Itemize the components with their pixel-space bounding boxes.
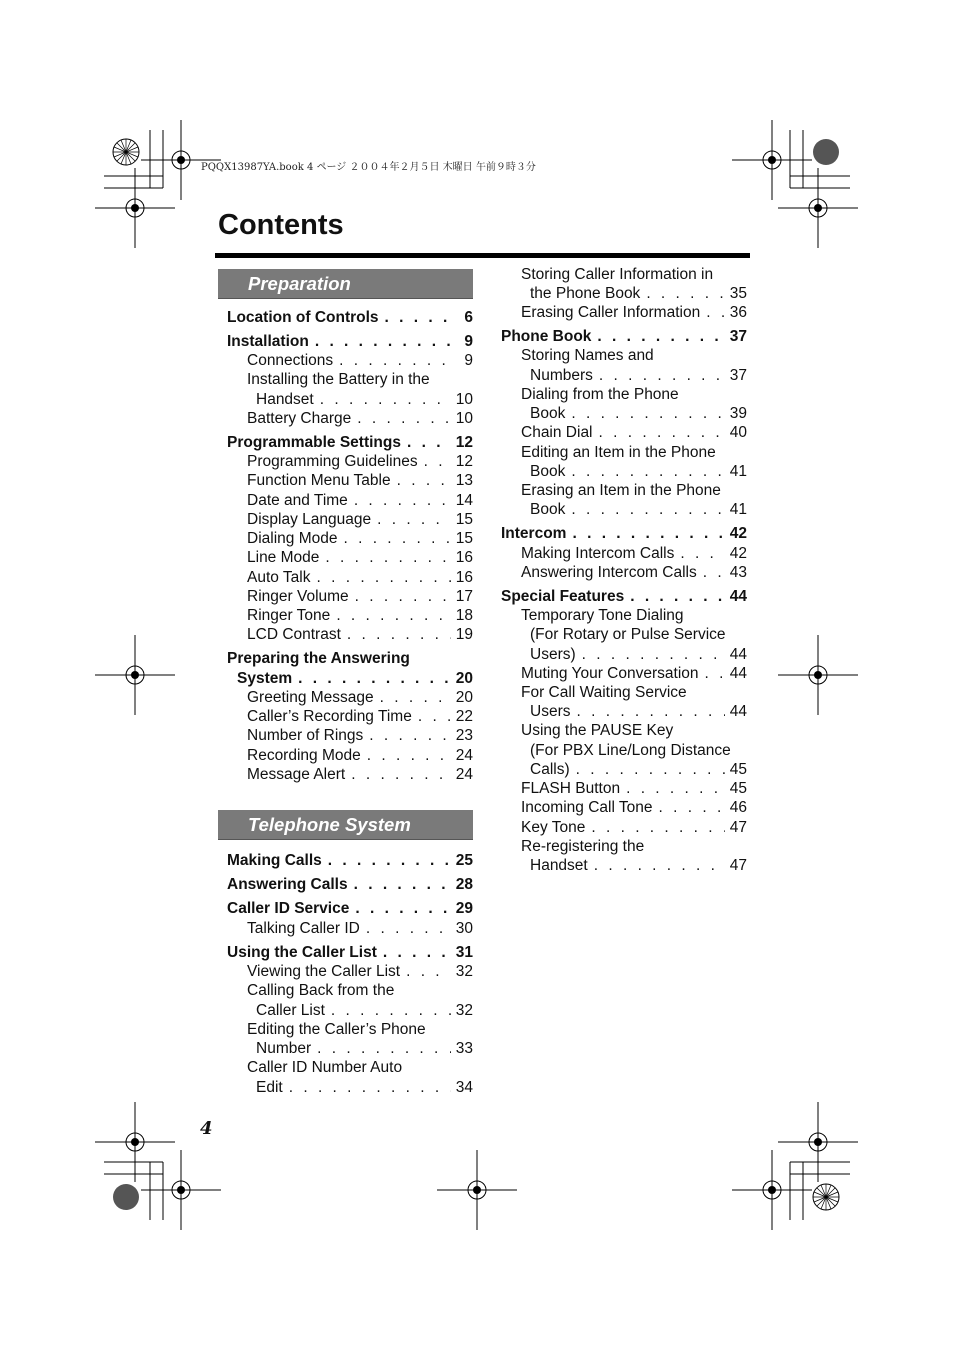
toc-text: Numbers bbox=[530, 367, 593, 384]
toc-text: Recording Mode bbox=[247, 747, 361, 764]
toc-text-line: Temporary Tone Dialing bbox=[521, 607, 684, 624]
toc-text-line: Caller ID Number Auto bbox=[247, 1059, 403, 1076]
toc-text: Handset bbox=[256, 391, 314, 408]
toc-page: 15 bbox=[455, 511, 473, 528]
toc-page: 16 bbox=[455, 549, 473, 566]
toc-entry[interactable] bbox=[530, 462, 747, 481]
toc-text: Programmable Settings bbox=[227, 434, 401, 451]
toc-page: 6 bbox=[464, 309, 473, 326]
toc-entry[interactable] bbox=[256, 1001, 473, 1020]
toc-entry[interactable] bbox=[521, 303, 747, 322]
toc-text: Function Menu Table bbox=[247, 472, 391, 489]
toc-page: 35 bbox=[729, 285, 747, 302]
section-preparation bbox=[218, 269, 473, 299]
toc-entry[interactable] bbox=[247, 452, 473, 471]
toc-page: 18 bbox=[455, 607, 473, 624]
toc-page: 9 bbox=[464, 333, 473, 350]
toc-text: Battery Charge bbox=[247, 410, 352, 427]
toc-page: 44 bbox=[729, 646, 747, 663]
toc-page: 30 bbox=[455, 920, 473, 937]
toc-entry[interactable] bbox=[247, 688, 473, 707]
toc-page: 20 bbox=[455, 670, 473, 687]
toc-text: Users bbox=[530, 703, 571, 720]
toc-page: 22 bbox=[455, 708, 473, 725]
page-title: Contents bbox=[218, 209, 344, 241]
toc-text-line: Using the PAUSE Key bbox=[521, 722, 674, 739]
toc-text: Edit bbox=[256, 1079, 283, 1096]
toc-text: Programming Guidelines bbox=[247, 453, 418, 470]
toc-entry[interactable] bbox=[247, 510, 473, 529]
toc-entry[interactable] bbox=[247, 919, 473, 938]
toc-page: 41 bbox=[729, 463, 747, 480]
toc-entry[interactable] bbox=[247, 351, 473, 370]
toc-entry[interactable] bbox=[247, 529, 473, 548]
toc-page: 32 bbox=[455, 1002, 473, 1019]
toc-page: 25 bbox=[455, 852, 473, 869]
toc-page: 16 bbox=[455, 569, 473, 586]
section-preparation-label: Preparation bbox=[248, 273, 351, 294]
toc-text-line: Editing the Caller’s Phone bbox=[247, 1021, 426, 1038]
toc-page: 28 bbox=[455, 876, 473, 893]
toc-page: 42 bbox=[729, 525, 747, 542]
toc-page: 33 bbox=[455, 1040, 473, 1057]
toc-page: 12 bbox=[455, 434, 473, 451]
toc-entry[interactable] bbox=[530, 284, 747, 303]
toc-entry[interactable] bbox=[530, 702, 747, 721]
toc-entry[interactable] bbox=[247, 707, 473, 726]
toc-page: 36 bbox=[729, 304, 747, 321]
toc-text: Answering Calls bbox=[227, 876, 348, 893]
toc-page: 37 bbox=[729, 328, 747, 345]
toc-entry[interactable] bbox=[247, 587, 473, 606]
toc-text: Display Language bbox=[247, 511, 372, 528]
toc-text: Number of Rings bbox=[247, 727, 364, 744]
toc-text-line: Calling Back from the bbox=[247, 982, 395, 999]
toc-page: 10 bbox=[455, 391, 473, 408]
toc-entry[interactable] bbox=[256, 390, 473, 409]
toc-entry[interactable] bbox=[256, 1078, 473, 1097]
toc-page: 42 bbox=[729, 545, 747, 562]
toc-page: 45 bbox=[729, 780, 747, 797]
toc-page: 29 bbox=[455, 900, 473, 917]
toc-page: 34 bbox=[455, 1079, 473, 1096]
toc-text: Phone Book bbox=[501, 328, 592, 345]
toc-entry[interactable] bbox=[256, 1039, 473, 1058]
toc-entry[interactable] bbox=[227, 851, 473, 870]
toc-entry[interactable] bbox=[501, 587, 747, 606]
toc-text: Date and Time bbox=[247, 492, 348, 509]
toc-entry[interactable] bbox=[227, 433, 473, 452]
toc-text: the Phone Book bbox=[530, 285, 641, 302]
toc-entry[interactable] bbox=[501, 327, 747, 346]
toc-text: Book bbox=[530, 501, 566, 518]
toc-page: 47 bbox=[729, 857, 747, 874]
toc-page: 10 bbox=[455, 410, 473, 427]
toc-page: 9 bbox=[464, 352, 473, 369]
toc-text: Incoming Call Tone bbox=[521, 799, 653, 816]
toc-text: System bbox=[237, 670, 293, 687]
toc-page: 40 bbox=[729, 424, 747, 441]
toc-page: 23 bbox=[455, 727, 473, 744]
toc-text: Ringer Tone bbox=[247, 607, 331, 624]
toc-text-line: Installing the Battery in the bbox=[247, 371, 430, 388]
toc-text: Special Features bbox=[501, 588, 625, 605]
toc-entry[interactable] bbox=[247, 409, 473, 428]
toc-text: Auto Talk bbox=[247, 569, 311, 586]
toc-page: 39 bbox=[729, 405, 747, 422]
toc-text: Viewing the Caller List bbox=[247, 963, 401, 980]
toc-text: Caller ID Service bbox=[227, 900, 350, 917]
toc-text: Caller List bbox=[256, 1002, 325, 1019]
toc-page: 43 bbox=[729, 564, 747, 581]
toc-entry[interactable] bbox=[530, 760, 747, 779]
toc-text: Erasing Caller Information bbox=[521, 304, 701, 321]
toc-page: 31 bbox=[455, 944, 473, 961]
toc-text: Using the Caller List bbox=[227, 944, 377, 961]
toc-text-line: Re-registering the bbox=[521, 838, 645, 855]
toc-text: Book bbox=[530, 463, 566, 480]
toc-entry[interactable] bbox=[227, 308, 473, 327]
toc-text: Message Alert bbox=[247, 766, 346, 783]
toc-entry[interactable] bbox=[227, 943, 473, 962]
toc-text-line: For Call Waiting Service bbox=[521, 684, 687, 701]
toc-text: Intercom bbox=[501, 525, 567, 542]
toc-page: 15 bbox=[455, 530, 473, 547]
toc-text: Book bbox=[530, 405, 566, 422]
toc-entry[interactable] bbox=[521, 798, 747, 817]
toc-text: Key Tone bbox=[521, 819, 586, 836]
toc-page: 45 bbox=[729, 761, 747, 778]
toc-text: Greeting Message bbox=[247, 689, 374, 706]
toc-entry[interactable] bbox=[501, 524, 747, 543]
toc-text: Chain Dial bbox=[521, 424, 593, 441]
toc-page: 12 bbox=[455, 453, 473, 470]
toc-entry[interactable] bbox=[521, 664, 747, 683]
toc-text: Making Calls bbox=[227, 852, 322, 869]
toc-entry[interactable] bbox=[530, 366, 747, 385]
toc-text-line: (For Rotary or Pulse Service bbox=[530, 626, 726, 643]
toc-entry[interactable] bbox=[247, 471, 473, 490]
toc-entry[interactable] bbox=[247, 606, 473, 625]
toc-entry[interactable] bbox=[530, 500, 747, 519]
toc-text: Installation bbox=[227, 333, 309, 350]
title-rule bbox=[215, 253, 750, 258]
toc-entry[interactable] bbox=[530, 404, 747, 423]
toc-entry[interactable] bbox=[227, 899, 473, 918]
section-telephone-system bbox=[218, 810, 473, 840]
section-telephone-label: Telephone System bbox=[248, 814, 411, 835]
toc-text: Ringer Volume bbox=[247, 588, 349, 605]
toc-page: 46 bbox=[729, 799, 747, 816]
toc-page: 37 bbox=[729, 367, 747, 384]
toc-entry[interactable] bbox=[247, 746, 473, 765]
toc-text-line: Editing an Item in the Phone bbox=[521, 444, 716, 461]
toc-page: 44 bbox=[729, 588, 747, 605]
toc-entry[interactable] bbox=[247, 962, 473, 981]
toc-entry[interactable] bbox=[247, 726, 473, 745]
toc-text: Muting Your Conversation bbox=[521, 665, 699, 682]
toc-entry[interactable] bbox=[521, 423, 747, 442]
toc-page: 19 bbox=[455, 626, 473, 643]
toc-page: 41 bbox=[729, 501, 747, 518]
toc-text: FLASH Button bbox=[521, 780, 621, 797]
print-header: PQQX13987YA.book 4 ページ ２００４年２月５日 木曜日 午前９時３分 bbox=[201, 162, 536, 173]
toc-text: Making Intercom Calls bbox=[521, 545, 675, 562]
toc-text: Caller’s Recording Time bbox=[247, 708, 412, 725]
toc-text-line: Dialing from the Phone bbox=[521, 386, 679, 403]
toc-text-line: Storing Names and bbox=[521, 347, 654, 364]
toc-entry[interactable] bbox=[227, 875, 473, 894]
toc-entry[interactable] bbox=[521, 818, 747, 837]
toc-entry[interactable] bbox=[247, 765, 473, 784]
toc-text: Location of Controls bbox=[227, 309, 379, 326]
toc-text: Dialing Mode bbox=[247, 530, 338, 547]
toc-text: Users) bbox=[530, 646, 576, 663]
toc-entry[interactable] bbox=[247, 568, 473, 587]
toc-entry[interactable] bbox=[227, 332, 473, 351]
toc-entry[interactable] bbox=[521, 779, 747, 798]
toc-entry[interactable] bbox=[237, 669, 473, 688]
toc-page: 20 bbox=[455, 689, 473, 706]
toc-page: 17 bbox=[455, 588, 473, 605]
toc-page: 44 bbox=[729, 665, 747, 682]
toc-text: Line Mode bbox=[247, 549, 320, 566]
toc-entry[interactable] bbox=[530, 856, 747, 875]
toc-page: 14 bbox=[455, 492, 473, 509]
toc-text: Answering Intercom Calls bbox=[521, 564, 697, 581]
toc-entry[interactable] bbox=[247, 548, 473, 567]
toc-text: Handset bbox=[530, 857, 588, 874]
toc-text: Connections bbox=[247, 352, 334, 369]
toc-entry[interactable] bbox=[521, 563, 747, 582]
page-number: 4 bbox=[200, 1118, 213, 1139]
toc-entry[interactable] bbox=[247, 491, 473, 510]
toc-page: 24 bbox=[455, 747, 473, 764]
toc-page: 13 bbox=[455, 472, 473, 489]
toc-page: 24 bbox=[455, 766, 473, 783]
toc-entry[interactable] bbox=[530, 645, 747, 664]
toc-page: 32 bbox=[455, 963, 473, 980]
toc-entry[interactable] bbox=[247, 625, 473, 644]
toc-text: Talking Caller ID bbox=[247, 920, 360, 937]
toc-page: 44 bbox=[729, 703, 747, 720]
toc-text-line: Preparing the Answering bbox=[227, 650, 410, 667]
toc-page: 47 bbox=[729, 819, 747, 836]
toc-text: Number bbox=[256, 1040, 312, 1057]
toc-text: LCD Contrast bbox=[247, 626, 341, 643]
toc-text-line: Storing Caller Information in bbox=[521, 266, 714, 283]
toc-entry[interactable] bbox=[521, 544, 747, 563]
toc-text: Calls) bbox=[530, 761, 570, 778]
toc-text-line: (For PBX Line/Long Distance bbox=[530, 742, 731, 759]
toc-text-line: Erasing an Item in the Phone bbox=[521, 482, 721, 499]
